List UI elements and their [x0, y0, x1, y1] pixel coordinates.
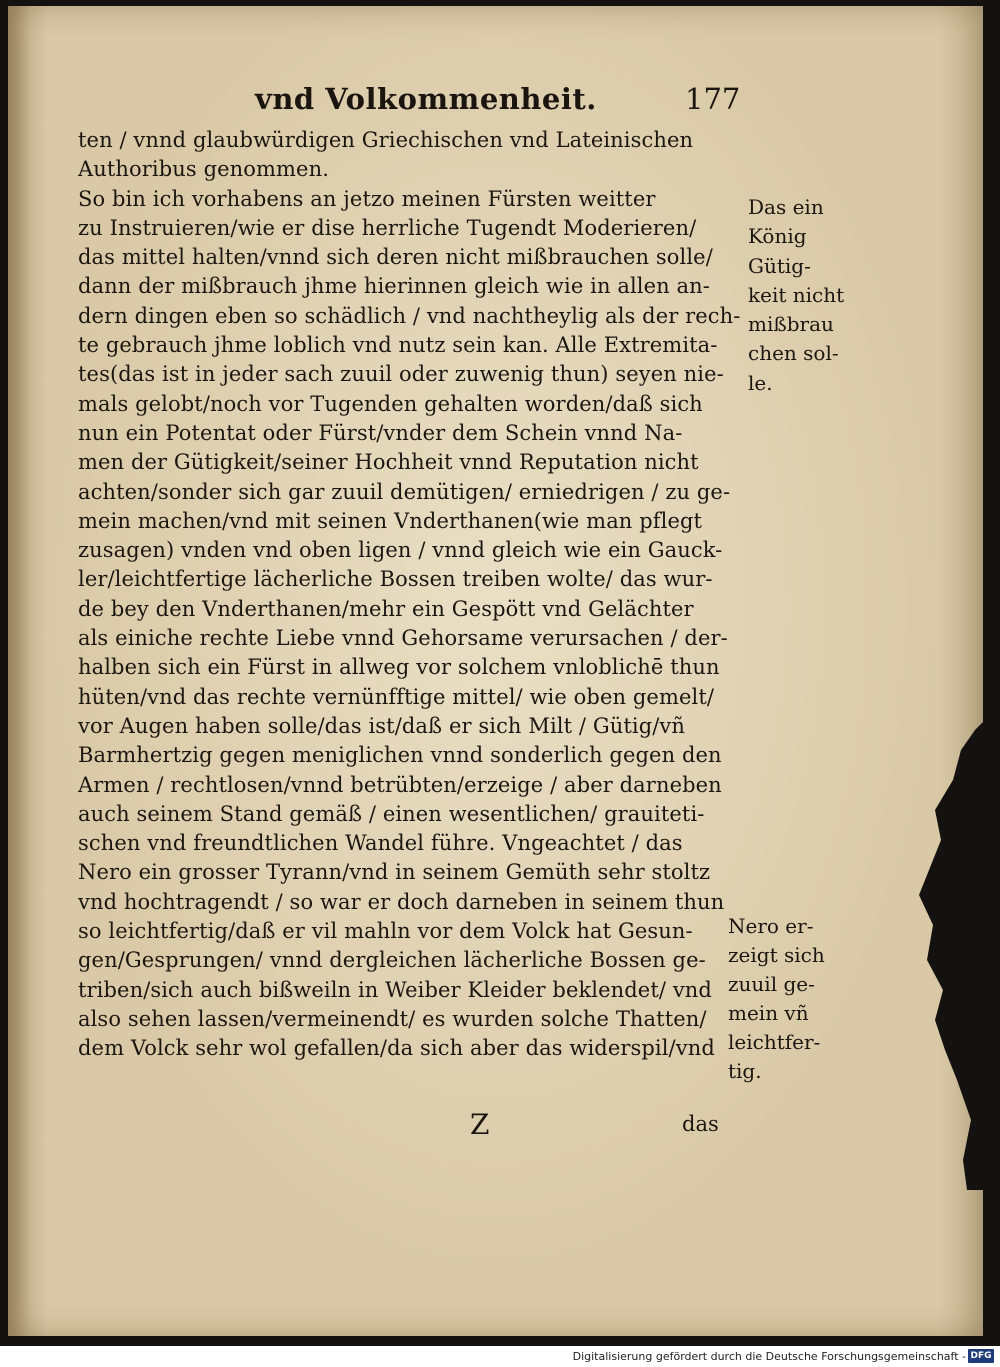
text-line: vor Augen haben solle/das ist/daß er sich Milt / Gütig/vñ	[78, 713, 685, 738]
text-line: so leichtfertig/daß er vil mahln vor dem Volck hat Gesun-	[78, 919, 693, 944]
text-line: Authoribus genommen.	[78, 157, 329, 182]
marginal-note-line: chen sol-	[748, 341, 839, 366]
text-line: nun ein Potentat oder Fürst/vnder dem Schein vnnd Na-	[78, 420, 683, 445]
text-line: dann der mißbrauch jhme hierinnen gleich wie in allen an-	[78, 274, 710, 299]
body-text	[78, 126, 748, 1064]
text-line: Barmhertzig gegen meniglichen vnnd sonderlich gegen den	[78, 743, 722, 768]
text-line: als einiche rechte Liebe vnnd Gehorsame verursachen / der-	[78, 626, 728, 651]
marginal-note-line: Gütig-	[748, 253, 811, 278]
marginal-note-line: zuuil ge-	[728, 972, 815, 996]
marginal-note-line: mißbrau	[748, 312, 834, 337]
marginal-note-line: Das ein	[748, 195, 824, 219]
text-line: schen vnd freundtlichen Wandel führe. Vngeachtet / das	[78, 831, 683, 856]
text-line: achten/sonder sich gar zuuil demütigen/ erniedrigen / zu ge-	[78, 479, 731, 504]
text-line: men der Gütigkeit/seiner Hochheit vnnd Reputation nicht	[78, 450, 699, 475]
text-line: ler/leichtfertige lächerliche Bossen treiben wolte/ das wur-	[78, 567, 713, 592]
text-line: zusagen) vnden vnd oben ligen / vnnd gleich wie ein Gauck-	[78, 538, 723, 563]
text-line: te gebrauch jhme loblich vnd nutz sein kan. Alle Extremita-	[78, 333, 718, 358]
text-line: mals gelobt/noch vor Tugenden gehalten worden/daß sich	[78, 391, 703, 416]
text-line: ten / vnnd glaubwürdigen Griechischen vnd Lateinischen	[78, 128, 694, 152]
page-number: 177	[685, 82, 741, 116]
marginal-note-bottom	[728, 912, 838, 1086]
marginal-note-line: zeigt sich	[728, 943, 825, 967]
torn-page-edge	[905, 720, 985, 1190]
text-line: dem Volck sehr wol gefallen/da sich aber das widerspil/vnd	[78, 1036, 715, 1061]
marginal-note-line: keit nicht	[748, 282, 845, 307]
digitization-credit: Digitalisierung gefördert durch die Deutsche Forschungsgemeinschaft -	[572, 1350, 966, 1363]
running-head: vnd Volkommenheit.	[255, 82, 597, 116]
text-line: gen/Gesprungen/ vnnd dergleichen lächerliche Bossen ge-	[78, 948, 706, 973]
text-line: zu Instruieren/wie er dise herrliche Tugendt Moderieren/	[78, 215, 697, 240]
text-line: hüten/vnd das rechte vernünfftige mittel/ wie oben gemelt/	[78, 684, 715, 709]
marginal-note-line: Nero er-	[728, 914, 814, 938]
text-line: auch seinem Stand gemäß / einen wesentlichen/ grauiteti-	[78, 801, 705, 826]
text-line: Nero ein grosser Tyrann/vnd in seinem Gemüth sehr stoltz	[78, 860, 711, 885]
text-line: So bin ich vorhabens an jetzo meinen Fürsten weitter	[78, 186, 656, 211]
text-line: halben sich ein Fürst in allweg vor solchem vnloblichē thun	[78, 655, 720, 680]
page-header	[255, 82, 755, 122]
catchword: das	[682, 1112, 719, 1136]
marginal-note-line: mein vñ	[728, 1001, 809, 1025]
marginal-note-line: leichtfer-	[728, 1030, 821, 1054]
text-line: das mittel halten/vnnd sich deren nicht mißbrauchen solle/	[78, 245, 713, 270]
marginal-note-top	[748, 193, 858, 398]
text-line: mein machen/vnd mit seinen Vnderthanen(wie man pflegt	[78, 508, 703, 533]
text-line: dern dingen eben so schädlich / vnd nachtheylig als der rech-	[78, 303, 741, 328]
text-line: Armen / rechtlosen/vnnd betrübten/erzeige / aber darneben	[78, 772, 722, 797]
text-line: vnd hochtragendt / so war er doch darneben in seinem thun	[78, 889, 725, 914]
page-gutter-shadow	[8, 6, 30, 1336]
marginal-note-line: le.	[748, 370, 773, 395]
text-line: triben/sich auch bißweiln in Weiber Kleider beklendet/ vnd	[78, 977, 712, 1002]
text-line: de bey den Vnderthanen/mehr ein Gespött vnd Gelächter	[78, 596, 694, 621]
torn-edge-shape	[905, 720, 985, 1190]
marginal-note-line: König	[748, 224, 807, 249]
text-line: also sehen lassen/vermeinendt/ es wurden solche Thatten/	[78, 1006, 707, 1031]
marginal-note-line: tig.	[728, 1059, 762, 1083]
dfg-logo: DFG	[968, 1349, 994, 1363]
text-line: tes(das ist in jeder sach zuuil oder zuwenig thun) seyen nie-	[78, 362, 724, 387]
signature-mark: Z	[470, 1108, 490, 1141]
